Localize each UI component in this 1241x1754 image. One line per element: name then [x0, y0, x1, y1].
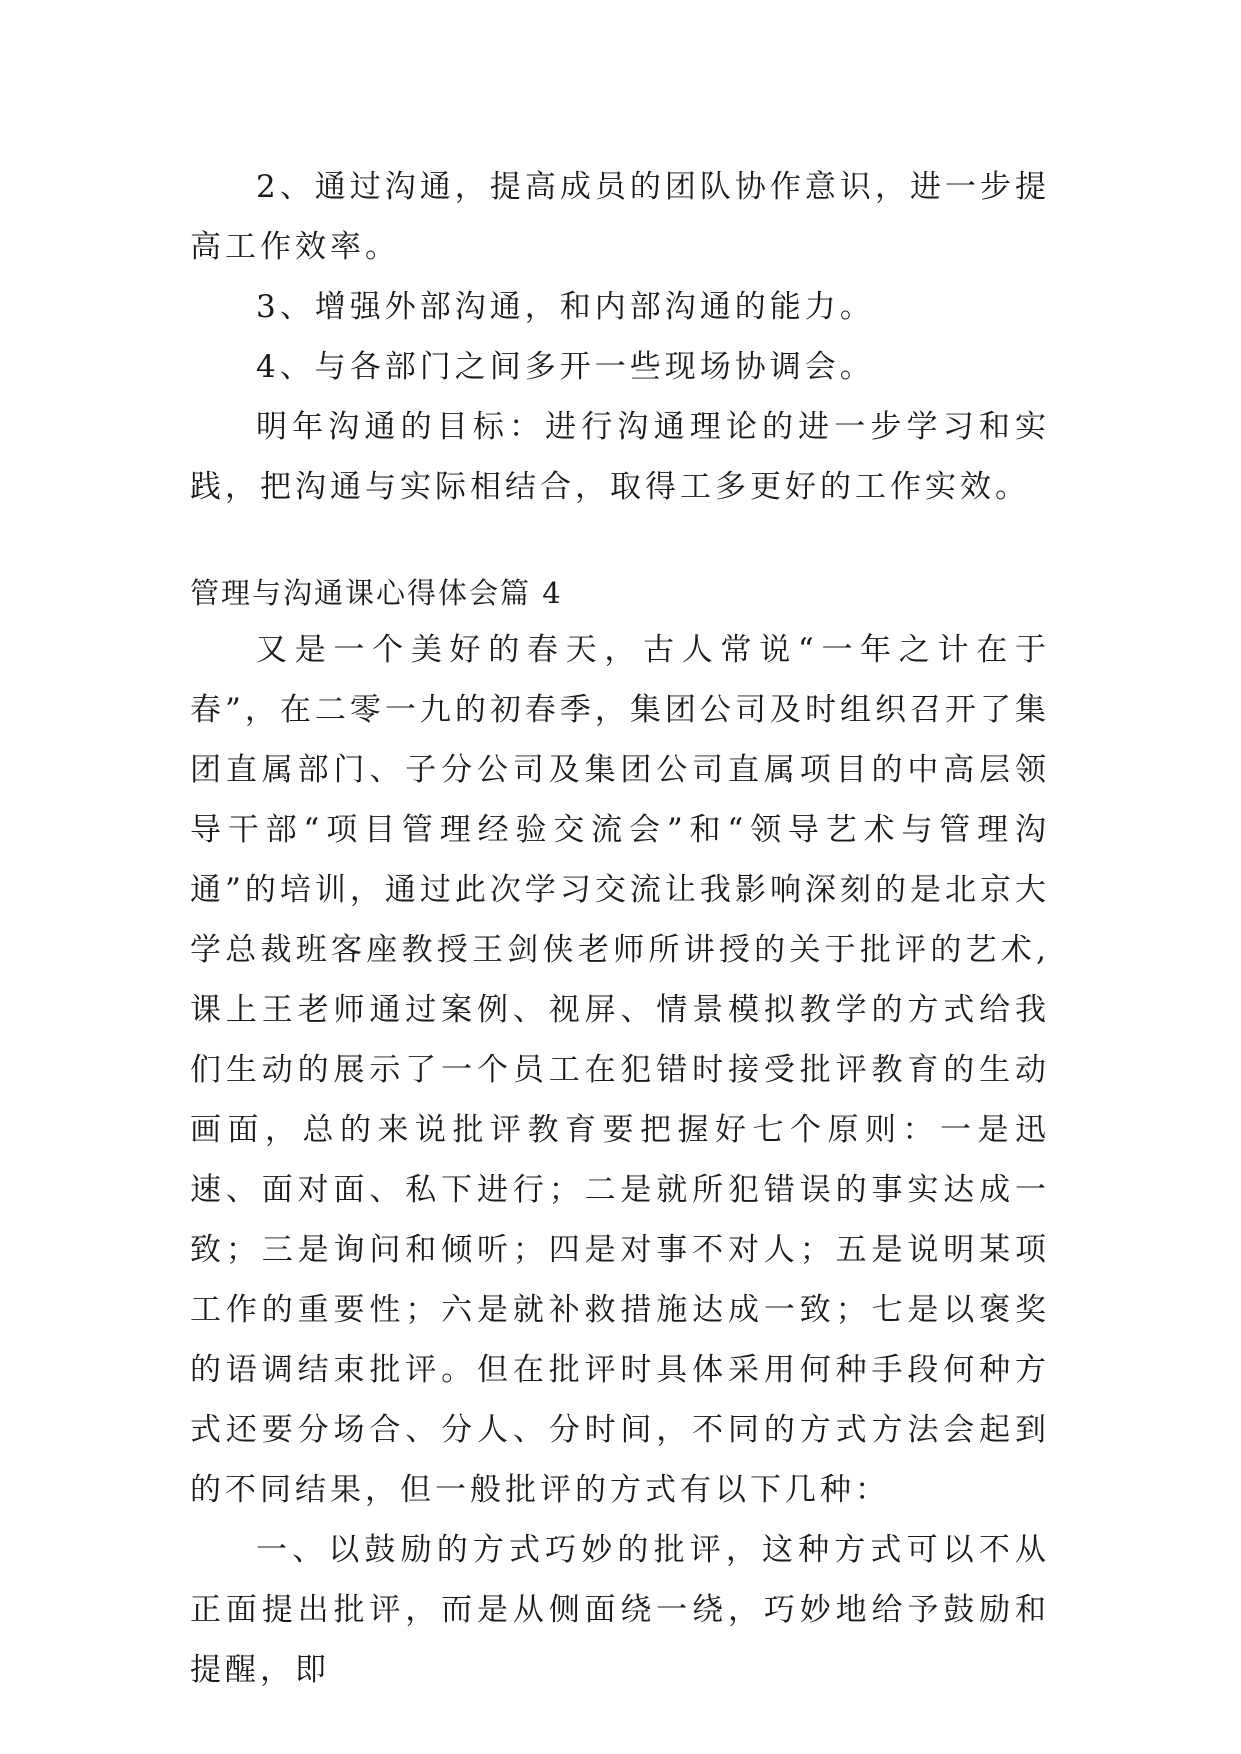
paragraph: 4、与各部门之间多开一些现场协调会。 — [256, 349, 875, 385]
paragraph: 又是一个美好的春天，古人常说“一年之计在于春”，在二零一九的初春季，集团公司及时组织召开了集团直属部门、子分公司及集团公司直属项目的中高层领导干部“项目管理经验交流会”和“领导艺术与管理沟通”的培训，通过此次学习交流让我影响深刻的是北京大学总裁班客座教授王剑侠老师所讲授的关于批评的艺术,课上王老师通过案例、视屏、情景模拟教学的方式给我们生动的展示了一个员工在犯错时接受批评教育的生动画面，总的来说批评教育要把握好七个原则：一是迅速、面对面、私下进行；二是就所犯错误的事实达成一致；三是询问和倾听；四是对事不对人；五是说明某项工作的重要性；六是就补救措施达成一致；七是以褒奖的语调结束批评。但在批评时具体采用何种手段何种方式还要分场合、分人、分时间，不同的方式方法会起到的不同结果，但一般批评的方式有以下几种： — [190, 632, 1050, 1508]
main-text-section — [190, 620, 1050, 1700]
paragraph: 3、增强外部沟通，和内部沟通的能力。 — [256, 289, 875, 325]
paragraph: 明年沟通的目标：进行沟通理论的进一步学习和实践，把沟通与实际相结合，取得工多更好的工作实效。 — [190, 409, 1050, 505]
paragraph: 2、通过沟通，提高成员的团队协作意识，进一步提高工作效率。 — [190, 169, 1050, 265]
top-text-section — [190, 157, 1050, 517]
paragraph: 一、以鼓励的方式巧妙的批评，这种方式可以不从正面提出批评，而是从侧面绕一绕，巧妙地给予鼓励和提醒，即 — [190, 1532, 1050, 1688]
section-heading: 管理与沟通课心得体会篇 4 — [190, 576, 563, 610]
